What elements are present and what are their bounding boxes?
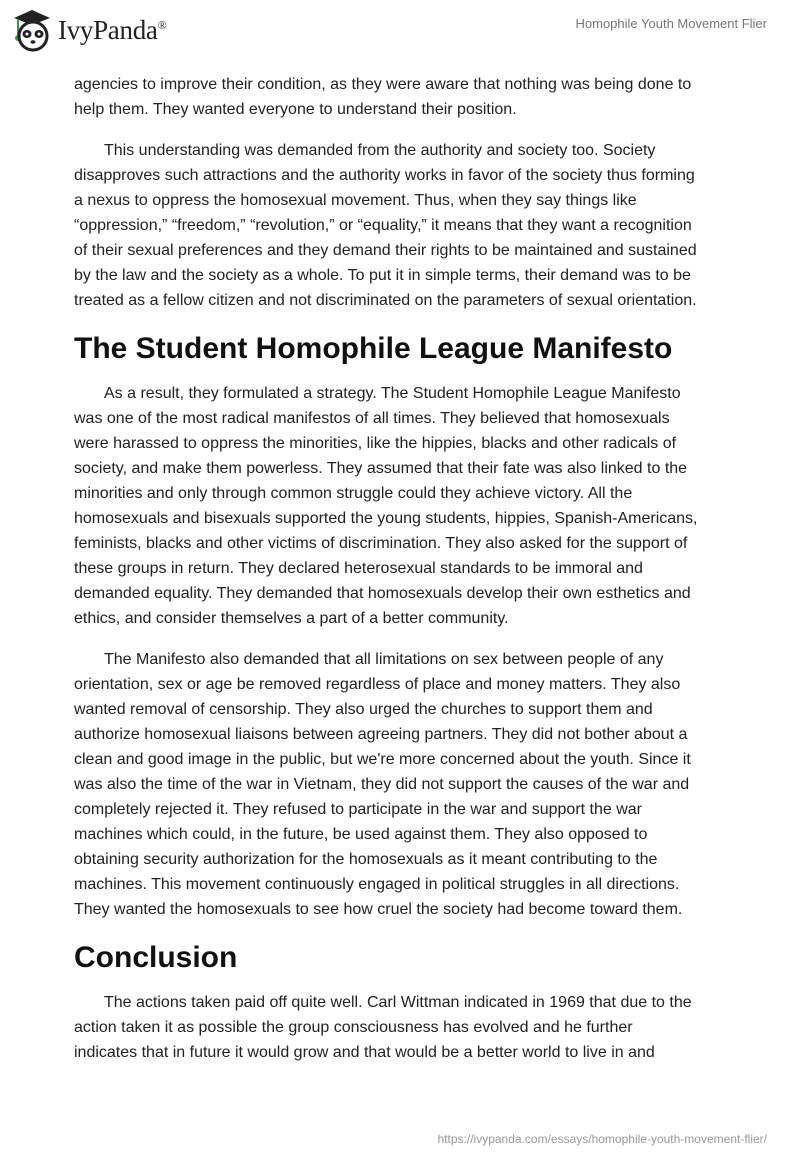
text-line: help them. They wanted everyone to understand their position. (74, 101, 517, 118)
text-line: minorities and only through common struggle could they achieve victory. All the (74, 485, 633, 502)
text-line: machines. This movement continuously engaged in political struggles in all directions. (74, 876, 680, 893)
source-url[interactable]: https://ivypanda.com/essays/homophile-youth-movement-flier/ (437, 1132, 767, 1146)
paragraph (74, 138, 734, 313)
text-line: action taken it as possible the group consciousness has evolved and he further (74, 1019, 633, 1036)
text-line: agencies to improve their condition, as they were aware that nothing was being done to (74, 76, 692, 93)
text-line: treated as a fellow citizen and not discriminated on the parameters of sexual orientation. (74, 292, 697, 309)
text-line: of their sexual preferences and they demand their rights to be maintained and sustained (74, 242, 697, 259)
text-line: They wanted the homosexuals to see how cruel the society had become toward them. (74, 901, 683, 918)
text-line: society, and make them powerless. They assumed that their fate was also linked to the (74, 460, 688, 477)
text-line: was also the time of the war in Vietnam, they did not support the causes of the war and (74, 776, 690, 793)
text-line: The Manifesto also demanded that all limitations on sex between people of any (104, 651, 664, 668)
text-line: This understanding was demanded from the authority and society too. Society (104, 142, 656, 159)
section-heading: The Student Homophile League Manifesto (74, 332, 673, 365)
page-header (0, 0, 800, 60)
essay-body (74, 72, 734, 1081)
text-line: completely rejected it. They refused to participate in the war and support the war (74, 801, 643, 818)
text-line: indicates that in future it would grow and that would be a better world to live in and (74, 1044, 655, 1061)
text-line: authorize homosexual liaisons between agreeing partners. They did not bother about a (74, 726, 688, 743)
text-line: feminists, blacks and other victims of discrimination. They also asked for the support of (74, 535, 688, 552)
text-line: demanded equality. They demanded that homosexuals develop their own esthetics and (74, 585, 691, 602)
brand-name: IvyPanda® (58, 14, 167, 45)
text-line: homosexuals and bisexuals supported the young students, hippies, Spanish-Americans, (74, 510, 698, 527)
text-line: clean and good image in the public, but we're more concerned about the youth. Since it (74, 751, 691, 768)
panda-graduate-icon (12, 8, 52, 52)
text-line: machines which could, in the future, be used against them. They also opposed to (74, 826, 648, 843)
text-line: “oppression,” “freedom,” “revolution,” or “equality,” it means that they want a recognition (74, 217, 692, 234)
ivypanda-logo[interactable] (12, 8, 166, 52)
text-line: a nexus to oppress the homosexual movement. Thus, when they say things like (74, 192, 637, 209)
text-line: by the law and the society as a whole. To put it in simple terms, their demand was to be (74, 267, 691, 284)
paragraph (74, 990, 734, 1065)
paragraph (74, 647, 734, 922)
document-title: Homophile Youth Movement Flier (575, 16, 767, 31)
text-line: disapproves such attractions and the authority works in favor of the society thus forming (74, 167, 695, 184)
text-line: The actions taken paid off quite well. Carl Wittman indicated in 1969 that due to the (104, 994, 692, 1011)
text-line: orientation, sex or age be removed regardless of place and money matters. They also (74, 676, 681, 693)
text-line: was one of the most radical manifestos of all times. They believed that homosexuals (74, 410, 670, 427)
text-line: these groups in return. They declared heterosexual standards to be immoral and (74, 560, 643, 577)
text-line: were harassed to oppress the minorities, like the hippies, blacks and other radicals of (74, 435, 677, 452)
text-line: ethics, and consider themselves a part of a better community. (74, 610, 509, 627)
section-heading: Conclusion (74, 941, 238, 974)
paragraph (74, 381, 734, 631)
text-line: wanted removal of censorship. They also urged the churches to support them and (74, 701, 653, 718)
text-line: obtaining security authorization for the homosexuals as it meant contributing to the (74, 851, 658, 868)
paragraph (74, 72, 734, 122)
text-line: As a result, they formulated a strategy. The Student Homophile League Manifesto (104, 385, 681, 402)
